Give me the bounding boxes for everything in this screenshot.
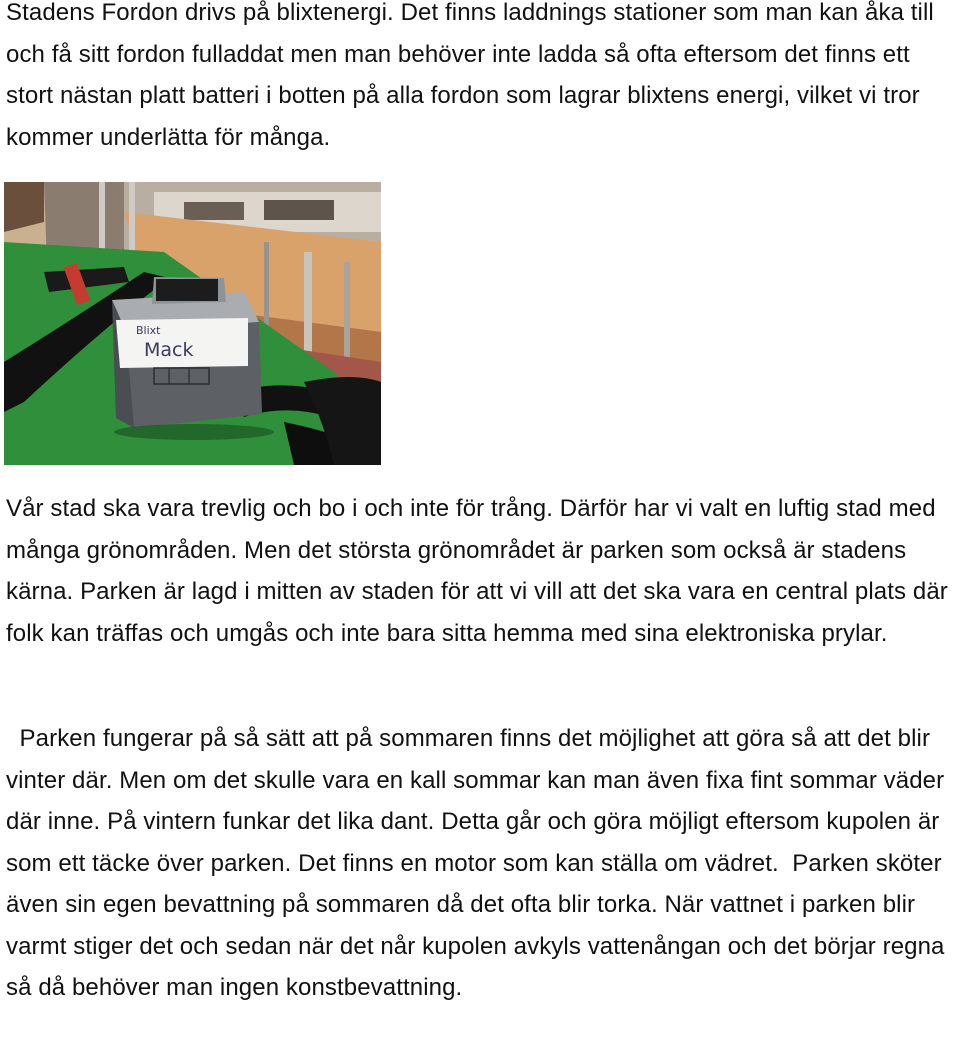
- paragraph-parken: Parken fungerar på så sätt att på sommaren finns det möjlighet att göra så att det blir vinter där. Men om det skulle vara en kall sommar kan man även fixa fint sommar väder där inne. På vintern funkar det lika dant. Detta går och göra möjligt eftersom kupolen är som ett täcke över parken. Det finns en motor som kan ställa om vädret. Parken sköter även sin egen bevattning på sommaren då det ofta blir torka. När vattnet i parken blir varmt stiger det och sedan när det når kupolen avkyls vattenångan och det börjar regna så då behöver man ingen konstbevattning.: [6, 725, 952, 1001]
- sign-text-blixt: Blixt: [136, 324, 161, 337]
- photo-blixt-mack-model: [4, 182, 381, 465]
- sign-text-mack: Mack: [144, 339, 194, 361]
- paragraph-stad: Vår stad ska vara trevlig och bo i och inte för trång. Därför har vi valt en luftig stad med många grönområden. Men det största grönområdet är parken som också är stadens kärna. Parken är lagd i mitten av staden för att vi vill att det ska vara en central plats där folk kan träffas och umgås och inte bara sitta hemma med sina elektroniska prylar.: [6, 495, 948, 647]
- paragraph-fordon: Stadens Fordon drivs på blixtenergi. Det finns laddnings stationer som man kan åka till och få sitt fordon fulladdat men man behöver inte ladda så ofta eftersom det finns ett stort nästan platt batteri i botten på alla fordon som lagrar blixtens energi, vilket vi tror kommer underlätta för många.: [6, 0, 934, 151]
